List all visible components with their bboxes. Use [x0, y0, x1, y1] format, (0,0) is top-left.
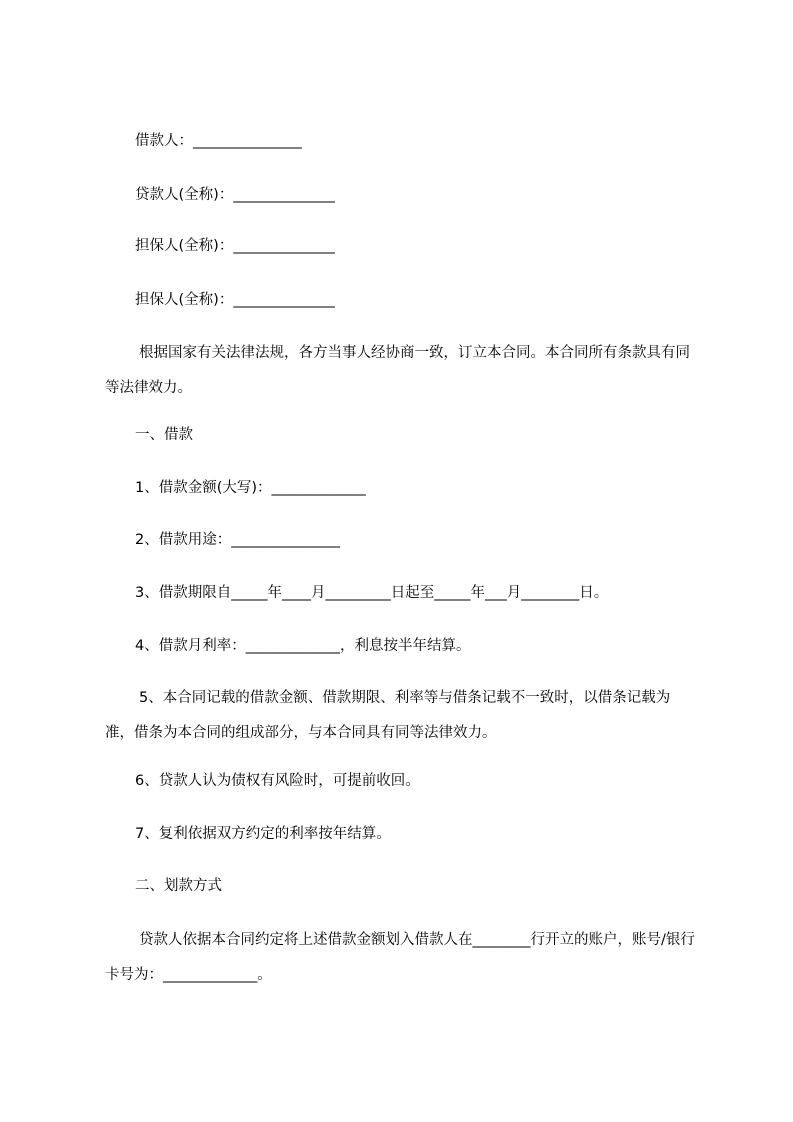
borrower-field: 借款人：_______________ — [135, 133, 302, 149]
guarantor-field-1: 担保人(全称)：______________ — [135, 238, 335, 254]
clause-loan-note-precedence: 5、本合同记载的借款金额、借款期限、利率等与借条记载不一致时，以借条记载为准，借条为本合同的组成部分，与本合同具有同等法律效力。 — [105, 690, 671, 741]
preamble-paragraph: 根据国家有关法律法规，各方当事人经协商一致，订立本合同。本合同所有条款具有同等法律效力。 — [105, 345, 690, 396]
clause-loan-purpose: 2、借款用途：_______________ — [135, 532, 340, 548]
clause-early-recall: 6、贷款人认为债权有风险时，可提前收回。 — [135, 773, 420, 789]
clause-compound-interest: 7、复利依据双方约定的利率按年结算。 — [135, 826, 391, 842]
section-heading-transfer: 二、划款方式 — [135, 878, 222, 894]
transfer-method-paragraph: 贷款人依据本合同约定将上述借款金额划入借款人在________行开立的账户，账号/银行卡号为：_____________。 — [105, 932, 695, 983]
lender-field: 贷款人(全称)：______________ — [135, 187, 335, 203]
clause-loan-term: 3、借款期限自_____年____月_________日起至_____年___月________日。 — [135, 585, 609, 601]
clause-interest-rate: 4、借款月利率：_____________，利息按半年结算。 — [135, 638, 471, 654]
clause-loan-amount: 1、借款金额(大写)：_____________ — [135, 480, 366, 496]
section-heading-loan: 一、借款 — [135, 427, 193, 443]
guarantor-field-2: 担保人(全称)：______________ — [135, 292, 335, 308]
